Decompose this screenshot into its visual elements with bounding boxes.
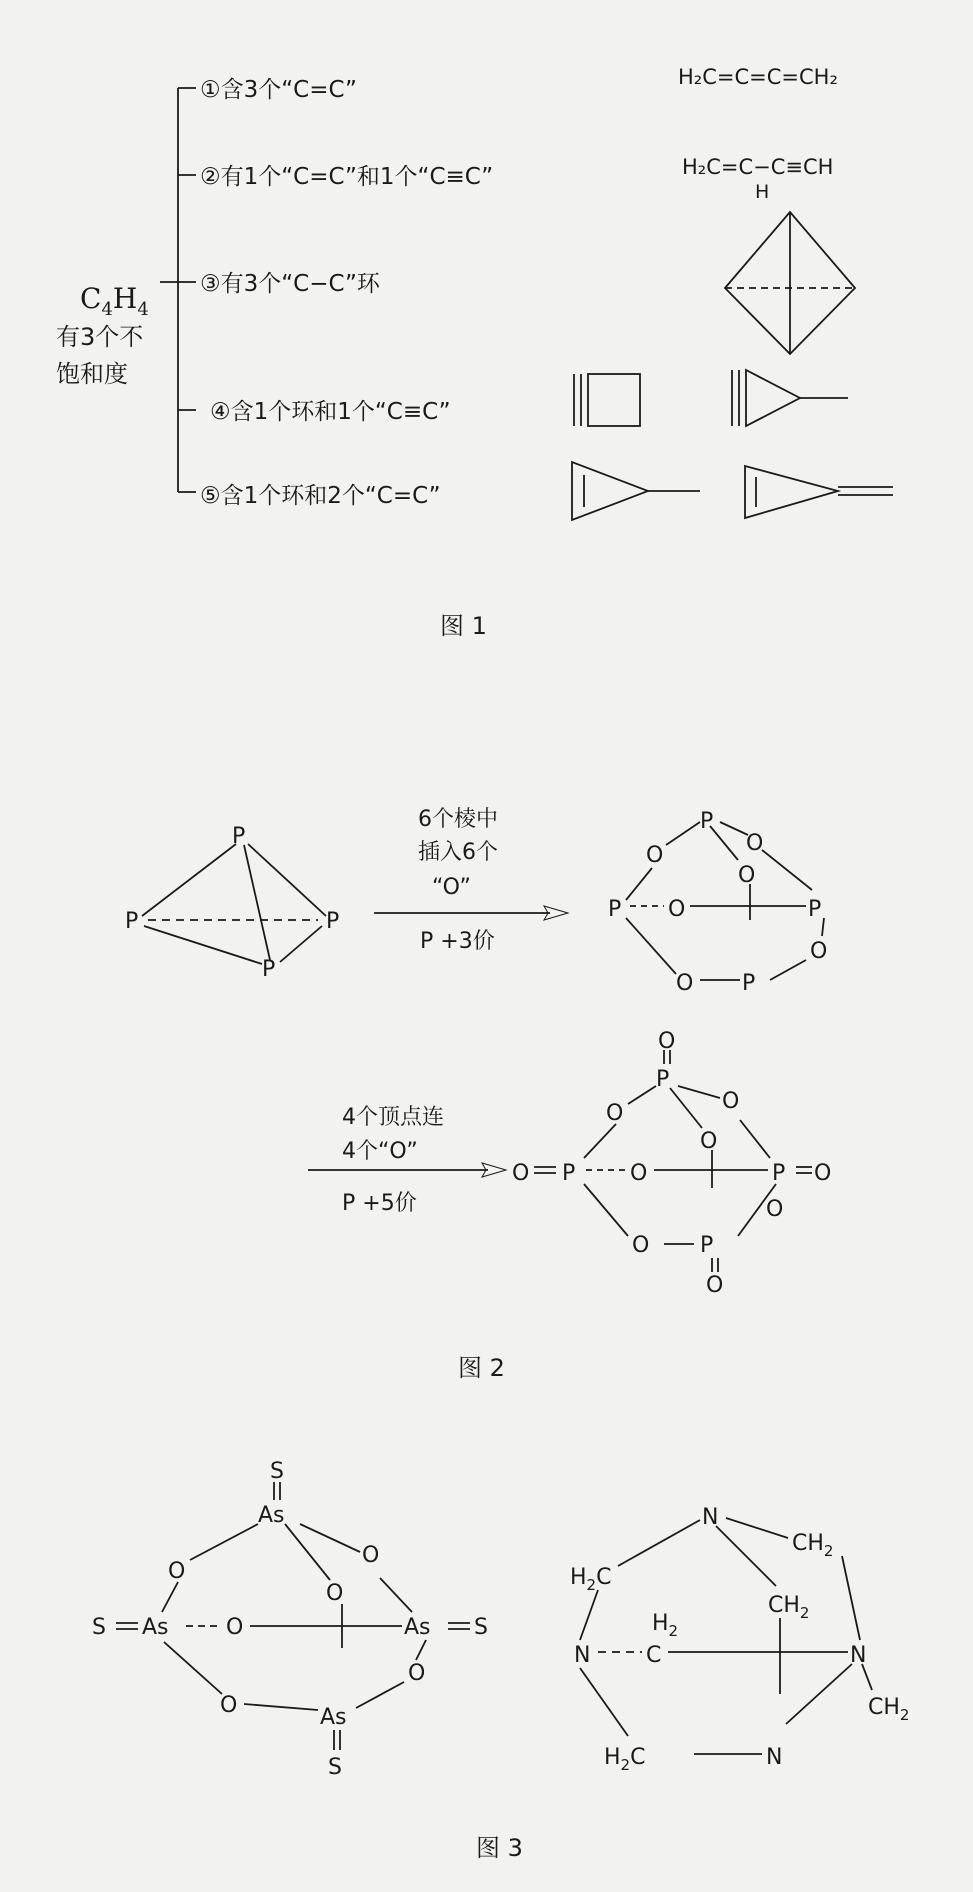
tetrahedrane-structure — [725, 212, 855, 354]
arrow-1-condition: “O” — [432, 875, 471, 900]
item-1-label: ①含3个“C=C” — [200, 77, 357, 103]
oxygen-atom: O — [706, 1273, 724, 1298]
phosphorus-atom: P — [608, 897, 622, 922]
oxygen-atom: O — [362, 1543, 380, 1568]
vinylacetylene-structure: H₂C=C−C≡CH — [682, 155, 834, 179]
h2c-group: $H_2C$ — [604, 1745, 646, 1774]
figure-2 — [125, 807, 831, 1382]
oxygen-atom: O — [630, 1161, 648, 1186]
vinylcyclopropene-structure — [572, 462, 700, 520]
oxygen-atom: O — [738, 863, 756, 888]
p4-atom: P — [326, 909, 340, 934]
oxygen-atom: O — [814, 1161, 832, 1186]
nitrogen-atom: N — [766, 1745, 783, 1770]
formula-c4h4: $C_4H_4$ — [80, 282, 149, 320]
oxygen-atom: O — [606, 1101, 624, 1126]
carbon-atom: C — [646, 1643, 662, 1668]
figure-3 — [92, 1459, 909, 1862]
p4-atom: P — [262, 957, 276, 982]
unsaturation-line2: 饱和度 — [56, 360, 128, 388]
methylcyclopropyne-structure — [732, 370, 848, 426]
cyclobutyne-structure — [574, 374, 640, 426]
oxygen-atom: O — [168, 1559, 186, 1584]
p4-atom: P — [125, 909, 139, 934]
oxygen-atom: O — [700, 1129, 718, 1154]
oxygen-atom: O — [220, 1693, 238, 1718]
h2c-group: $H_2C$ — [570, 1565, 612, 1594]
p4o6-structure — [608, 809, 827, 996]
nitrogen-atom: N — [850, 1643, 867, 1668]
oxygen-atom: O — [408, 1661, 426, 1686]
phosphorus-atom: P — [772, 1161, 786, 1186]
p4-atom: P — [232, 824, 246, 849]
oxygen-atom: O — [512, 1161, 530, 1186]
oxygen-atom: O — [632, 1233, 650, 1258]
oxygen-atom: O — [676, 971, 694, 996]
sulfur-atom: S — [270, 1459, 284, 1484]
phosphorus-atom: P — [656, 1067, 670, 1092]
sulfur-atom: S — [474, 1615, 488, 1640]
unsaturation-line1: 有3个不 — [56, 323, 144, 351]
sulfur-atom: S — [92, 1615, 106, 1640]
nitrogen-atom: N — [574, 1643, 591, 1668]
vinylacetylene-h: H — [755, 181, 770, 203]
oxygen-atom: O — [646, 843, 664, 868]
hexamethylenetetramine-structure — [570, 1505, 909, 1774]
reaction-arrow-2 — [308, 1105, 506, 1216]
oxygen-atom: O — [746, 831, 764, 856]
nitrogen-atom: N — [702, 1505, 719, 1530]
arrow-1-valence: P +3价 — [420, 929, 495, 954]
ch2-group: $CH_2$ — [792, 1531, 834, 1560]
h2-label: $H_2$ — [652, 1611, 679, 1640]
item-4-label: ④含1个环和1个“C≡C” — [210, 399, 451, 425]
oxygen-atom: O — [810, 939, 828, 964]
item-2-label: ②有1个“C=C”和1个“C≡C” — [200, 164, 494, 190]
ch2-group: $CH_2$ — [768, 1593, 810, 1622]
item-3-label: ③有3个“C−C”环 — [200, 271, 380, 297]
butatriene-structure: H₂C=C=C=CH₂ — [678, 65, 838, 89]
oxygen-atom: O — [658, 1029, 676, 1054]
reaction-arrow-1 — [374, 807, 568, 954]
p4-tetrahedron — [125, 824, 339, 982]
oxygen-atom: O — [226, 1615, 244, 1640]
phosphorus-atom: P — [562, 1161, 576, 1186]
arrow-1-condition: 插入6个 — [418, 840, 498, 865]
phosphorus-atom: P — [808, 897, 822, 922]
oxygen-atom: O — [326, 1581, 344, 1606]
p4o10-structure — [512, 1029, 831, 1298]
classification-bracket — [160, 88, 196, 492]
arsenic-atom: As — [142, 1615, 169, 1640]
ch2-group: $CH_2$ — [868, 1695, 910, 1724]
arsenic-atom: As — [404, 1615, 431, 1640]
phosphorus-atom: P — [742, 971, 756, 996]
arrow-2-condition: 4个顶点连 — [342, 1105, 444, 1130]
figure-2-caption: 图 2 — [458, 1354, 505, 1382]
methylenecyclopropene-structure — [745, 466, 893, 518]
arrow-2-valence: P +5价 — [342, 1191, 417, 1216]
phosphorus-atom: P — [700, 1233, 714, 1258]
phosphorus-atom: P — [700, 809, 714, 834]
arsenic-atom: As — [320, 1705, 347, 1730]
figure-1-caption: 图 1 — [440, 612, 487, 640]
oxygen-atom: O — [766, 1197, 784, 1222]
arsenic-sulfide-oxide-structure — [92, 1459, 488, 1780]
arrow-2-condition: 4个“O” — [342, 1139, 418, 1164]
figure-3-caption: 图 3 — [476, 1834, 523, 1862]
arsenic-atom: As — [258, 1503, 285, 1528]
arrow-1-condition: 6个棱中 — [418, 807, 498, 832]
figure-1 — [56, 65, 893, 640]
oxygen-atom: O — [668, 897, 686, 922]
oxygen-atom: O — [722, 1089, 740, 1114]
sulfur-atom: S — [328, 1755, 342, 1780]
item-5-label: ⑤含1个环和2个“C=C” — [200, 483, 441, 509]
